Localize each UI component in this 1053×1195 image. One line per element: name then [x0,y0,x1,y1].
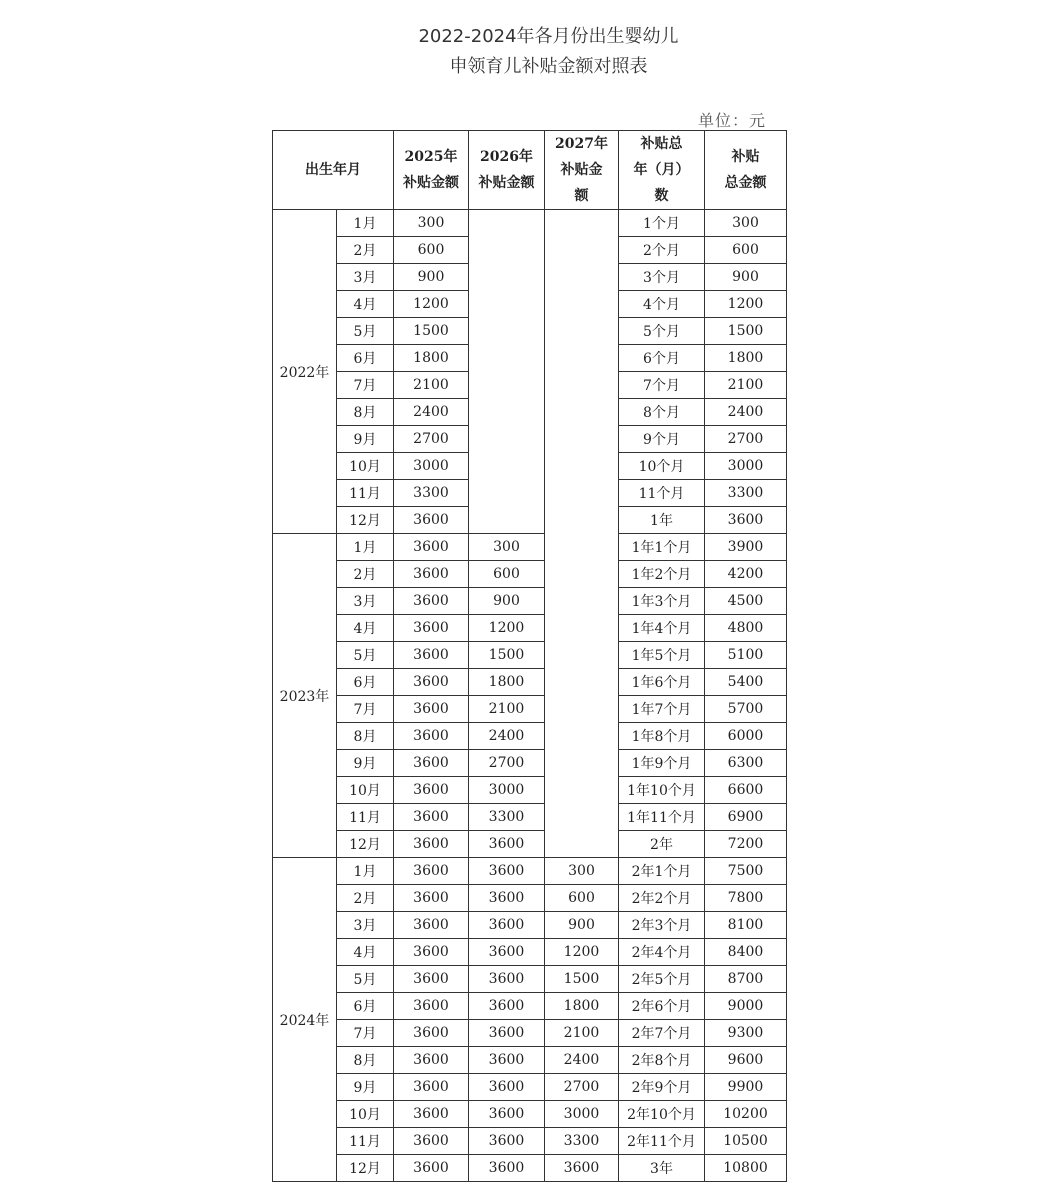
amount-2027-cell: 900 [545,912,619,939]
period-cell: 2年9个月 [619,1074,705,1101]
total-amount-cell: 2400 [705,399,787,426]
month-cell: 4月 [337,291,394,318]
amount-2025-cell: 3600 [394,642,469,669]
amount-2025-cell: 3600 [394,1128,469,1155]
amount-2026-cell: 3600 [469,831,545,858]
amount-2025-cell: 3600 [394,507,469,534]
amount-2025-cell: 3600 [394,777,469,804]
month-cell: 5月 [337,966,394,993]
table-row [273,1020,787,1047]
period-cell: 1年7个月 [619,696,705,723]
month-cell: 11月 [337,804,394,831]
period-cell: 9个月 [619,426,705,453]
month-cell: 9月 [337,750,394,777]
month-cell: 9月 [337,426,394,453]
month-cell: 1月 [337,858,394,885]
total-amount-cell: 4800 [705,615,787,642]
amount-2027-cell: 1500 [545,966,619,993]
total-amount-cell: 8700 [705,966,787,993]
amount-2025-cell: 3600 [394,1047,469,1074]
period-cell: 2年3个月 [619,912,705,939]
subsidy-table [272,130,787,1182]
period-cell: 1年2个月 [619,561,705,588]
amount-2026-cell: 2700 [469,750,545,777]
total-amount-cell: 5100 [705,642,787,669]
total-amount-cell: 10200 [705,1101,787,1128]
amount-2025-cell: 3600 [394,939,469,966]
month-cell: 10月 [337,1101,394,1128]
amount-2026-cell: 3600 [469,1020,545,1047]
amount-2025-cell: 3600 [394,885,469,912]
amount-2026-empty-cell [469,210,545,534]
table-row [273,777,787,804]
table-body [273,210,787,1182]
total-amount-cell: 10800 [705,1155,787,1182]
amount-2025-cell: 3600 [394,534,469,561]
unit-label: 单位：元 [698,111,767,130]
amount-2027-cell: 3600 [545,1155,619,1182]
header-2025: 2025年 补贴金额 [394,131,469,210]
header-2027: 2027年 补贴金 额 [545,131,619,210]
period-cell: 1年1个月 [619,534,705,561]
table-row [273,534,787,561]
amount-2025-cell: 3600 [394,750,469,777]
amount-2027-cell: 2700 [545,1074,619,1101]
month-cell: 1月 [337,534,394,561]
amount-2026-cell: 3600 [469,939,545,966]
month-cell: 7月 [337,372,394,399]
total-amount-cell: 2100 [705,372,787,399]
document-title-line1: 2022-2024年各月份出生婴幼儿 [418,26,679,47]
table-row [273,615,787,642]
amount-2025-cell: 3600 [394,1074,469,1101]
table-row [273,642,787,669]
amount-2026-cell: 2100 [469,696,545,723]
period-cell: 11个月 [619,480,705,507]
table-row [273,831,787,858]
amount-2025-cell: 1500 [394,318,469,345]
period-cell: 7个月 [619,372,705,399]
period-cell: 2年5个月 [619,966,705,993]
amount-2025-cell: 3600 [394,1101,469,1128]
period-cell: 2年4个月 [619,939,705,966]
table-row [273,1155,787,1182]
amount-2027-cell: 1800 [545,993,619,1020]
amount-2025-cell: 3600 [394,966,469,993]
period-cell: 10个月 [619,453,705,480]
month-cell: 3月 [337,912,394,939]
year-cell: 2022年 [273,210,337,534]
amount-2026-cell: 2400 [469,723,545,750]
table-row [273,669,787,696]
amount-2025-cell: 3600 [394,831,469,858]
table-row [273,561,787,588]
amount-2025-cell: 3600 [394,993,469,1020]
total-amount-cell: 3000 [705,453,787,480]
table-row [273,939,787,966]
total-amount-cell: 7800 [705,885,787,912]
amount-2027-cell: 1200 [545,939,619,966]
amount-2025-cell: 3600 [394,723,469,750]
amount-2026-cell: 3600 [469,1155,545,1182]
month-cell: 3月 [337,264,394,291]
month-cell: 9月 [337,1074,394,1101]
table-row [273,912,787,939]
amount-2025-cell: 600 [394,237,469,264]
month-cell: 5月 [337,318,394,345]
header-2026: 2026年 补贴金额 [469,131,545,210]
total-amount-cell: 3600 [705,507,787,534]
amount-2027-cell: 300 [545,858,619,885]
month-cell: 2月 [337,885,394,912]
table-row [273,885,787,912]
table-row [273,993,787,1020]
amount-2026-cell: 3600 [469,966,545,993]
period-cell: 2年 [619,831,705,858]
amount-2026-cell: 3600 [469,1074,545,1101]
period-cell: 1年10个月 [619,777,705,804]
amount-2025-cell: 3600 [394,1020,469,1047]
total-amount-cell: 300 [705,210,787,237]
amount-2027-cell: 2400 [545,1047,619,1074]
table-row [273,750,787,777]
table-row [273,1101,787,1128]
month-cell: 10月 [337,777,394,804]
total-amount-cell: 6300 [705,750,787,777]
period-cell: 2年2个月 [619,885,705,912]
period-cell: 2年7个月 [619,1020,705,1047]
amount-2026-cell: 3600 [469,993,545,1020]
table-row [273,723,787,750]
month-cell: 3月 [337,588,394,615]
period-cell: 4个月 [619,291,705,318]
total-amount-cell: 6900 [705,804,787,831]
period-cell: 1年11个月 [619,804,705,831]
period-cell: 2年1个月 [619,858,705,885]
month-cell: 6月 [337,345,394,372]
amount-2027-cell: 600 [545,885,619,912]
amount-2025-cell: 3600 [394,696,469,723]
year-cell: 2024年 [273,858,337,1182]
amount-2025-cell: 3600 [394,615,469,642]
total-amount-cell: 5700 [705,696,787,723]
document-title-line2: 申领育儿补贴金额对照表 [449,56,648,77]
total-amount-cell: 8100 [705,912,787,939]
amount-2025-cell: 3600 [394,858,469,885]
total-amount-cell: 8400 [705,939,787,966]
total-amount-cell: 9300 [705,1020,787,1047]
header-row [273,131,787,210]
period-cell: 1年9个月 [619,750,705,777]
amount-2026-cell: 900 [469,588,545,615]
amount-2025-cell: 1800 [394,345,469,372]
period-cell: 2年10个月 [619,1101,705,1128]
month-cell: 6月 [337,993,394,1020]
period-cell: 6个月 [619,345,705,372]
amount-2026-cell: 300 [469,534,545,561]
table-row [273,696,787,723]
amount-2026-cell: 3600 [469,1101,545,1128]
amount-2025-cell: 900 [394,264,469,291]
table-row [273,858,787,885]
table-row [273,210,787,237]
table-row [273,1047,787,1074]
period-cell: 1年5个月 [619,642,705,669]
table-row [273,1128,787,1155]
total-amount-cell: 1500 [705,318,787,345]
month-cell: 4月 [337,615,394,642]
period-cell: 2年8个月 [619,1047,705,1074]
amount-2026-cell: 600 [469,561,545,588]
total-amount-cell: 4200 [705,561,787,588]
amount-2025-cell: 1200 [394,291,469,318]
amount-2025-cell: 3600 [394,1155,469,1182]
amount-2026-cell: 3600 [469,885,545,912]
total-amount-cell: 600 [705,237,787,264]
amount-2026-cell: 3000 [469,777,545,804]
month-cell: 1月 [337,210,394,237]
amount-2026-cell: 3600 [469,1128,545,1155]
total-amount-cell: 4500 [705,588,787,615]
total-amount-cell: 1800 [705,345,787,372]
month-cell: 12月 [337,831,394,858]
amount-2025-cell: 3600 [394,561,469,588]
amount-2025-cell: 3600 [394,669,469,696]
amount-2026-cell: 3600 [469,1047,545,1074]
table-row [273,1074,787,1101]
month-cell: 12月 [337,507,394,534]
header-total: 补贴 总金额 [705,131,787,210]
amount-2025-cell: 2700 [394,426,469,453]
total-amount-cell: 1200 [705,291,787,318]
month-cell: 10月 [337,453,394,480]
amount-2025-cell: 3000 [394,453,469,480]
header-birth: 出生年月 [273,131,394,210]
total-amount-cell: 6600 [705,777,787,804]
total-amount-cell: 9600 [705,1047,787,1074]
total-amount-cell: 7500 [705,858,787,885]
amount-2025-cell: 2100 [394,372,469,399]
month-cell: 11月 [337,480,394,507]
month-cell: 4月 [337,939,394,966]
period-cell: 1年3个月 [619,588,705,615]
amount-2025-cell: 3300 [394,480,469,507]
amount-2027-cell: 3300 [545,1128,619,1155]
total-amount-cell: 3900 [705,534,787,561]
header-months: 补贴总 年（月） 数 [619,131,705,210]
period-cell: 3个月 [619,264,705,291]
period-cell: 1年6个月 [619,669,705,696]
total-amount-cell: 7200 [705,831,787,858]
month-cell: 7月 [337,1020,394,1047]
amount-2027-empty-cell [545,210,619,858]
amount-2026-cell: 1200 [469,615,545,642]
amount-2026-cell: 1800 [469,669,545,696]
amount-2025-cell: 3600 [394,588,469,615]
month-cell: 6月 [337,669,394,696]
month-cell: 8月 [337,723,394,750]
amount-2025-cell: 300 [394,210,469,237]
total-amount-cell: 5400 [705,669,787,696]
amount-2025-cell: 3600 [394,804,469,831]
period-cell: 8个月 [619,399,705,426]
period-cell: 1年4个月 [619,615,705,642]
period-cell: 2年11个月 [619,1128,705,1155]
amount-2026-cell: 3600 [469,858,545,885]
period-cell: 1年 [619,507,705,534]
amount-2027-cell: 3000 [545,1101,619,1128]
amount-2026-cell: 1500 [469,642,545,669]
total-amount-cell: 10500 [705,1128,787,1155]
table-row [273,804,787,831]
table-row [273,588,787,615]
amount-2026-cell: 3600 [469,912,545,939]
amount-2025-cell: 2400 [394,399,469,426]
period-cell: 3年 [619,1155,705,1182]
period-cell: 2年6个月 [619,993,705,1020]
total-amount-cell: 900 [705,264,787,291]
month-cell: 2月 [337,561,394,588]
month-cell: 2月 [337,237,394,264]
month-cell: 8月 [337,399,394,426]
total-amount-cell: 2700 [705,426,787,453]
total-amount-cell: 6000 [705,723,787,750]
month-cell: 5月 [337,642,394,669]
table-row [273,966,787,993]
total-amount-cell: 3300 [705,480,787,507]
year-cell: 2023年 [273,534,337,858]
period-cell: 2个月 [619,237,705,264]
month-cell: 8月 [337,1047,394,1074]
month-cell: 11月 [337,1128,394,1155]
period-cell: 1个月 [619,210,705,237]
amount-2027-cell: 2100 [545,1020,619,1047]
amount-2026-cell: 3300 [469,804,545,831]
period-cell: 1年8个月 [619,723,705,750]
total-amount-cell: 9900 [705,1074,787,1101]
period-cell: 5个月 [619,318,705,345]
month-cell: 12月 [337,1155,394,1182]
amount-2025-cell: 3600 [394,912,469,939]
total-amount-cell: 9000 [705,993,787,1020]
month-cell: 7月 [337,696,394,723]
